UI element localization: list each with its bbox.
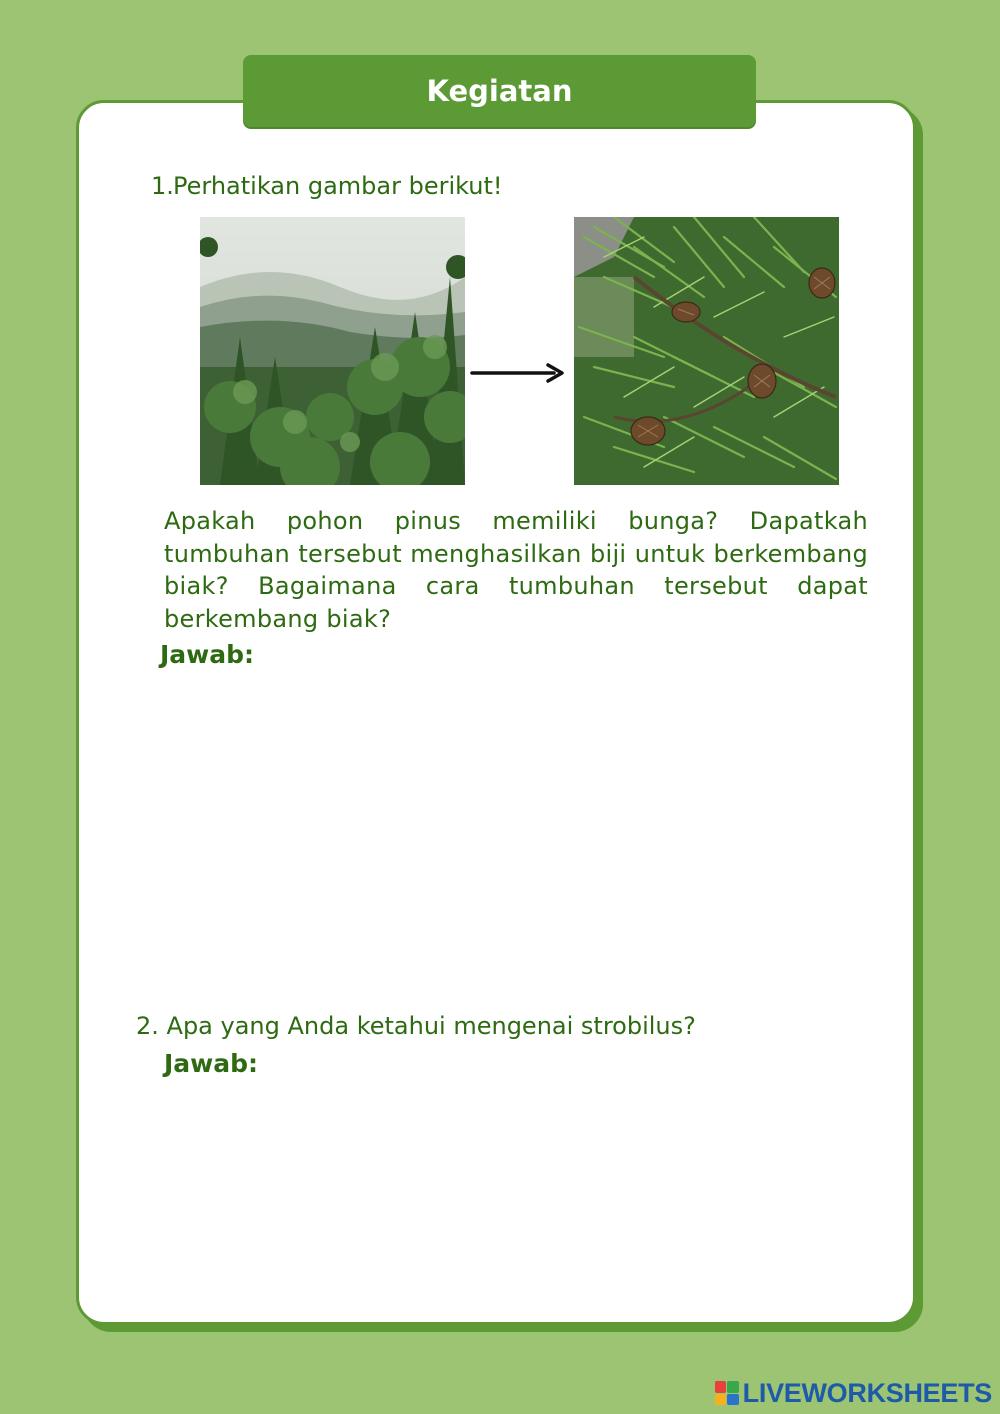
question-1-paragraph: Apakah pohon pinus memiliki bunga? Dapatkah tumbuhan tersebut menghasilkan biji untuk berkembang biak? Bagaimana cara tumbuhan tersebut dapat berkembang biak? (164, 507, 868, 633)
arrow-right-icon (470, 361, 566, 385)
liveworksheets-logo (715, 1378, 992, 1408)
question-1-instruction-text: Perhatikan gambar berikut! (173, 172, 503, 200)
question-2-answer-field[interactable] (160, 1090, 870, 1300)
question-2-text: 2. Apa yang Anda ketahui mengenai strobilus? (136, 1012, 696, 1040)
pine-cones-branch-photo (574, 217, 839, 485)
pine-forest-photo (200, 217, 465, 485)
question-1-answer-field[interactable] (160, 682, 870, 982)
liveworksheets-logo-text: LIVEWORKSHEETS (742, 1377, 992, 1408)
question-1-instruction (151, 172, 503, 200)
question-2-answer-label: Jawab: (164, 1049, 259, 1078)
question-1-number: 1. (151, 172, 174, 200)
section-title: Kegiatan (243, 55, 756, 127)
liveworksheets-logo-icon (715, 1381, 739, 1405)
question-1-answer-label: Jawab: (160, 640, 255, 669)
